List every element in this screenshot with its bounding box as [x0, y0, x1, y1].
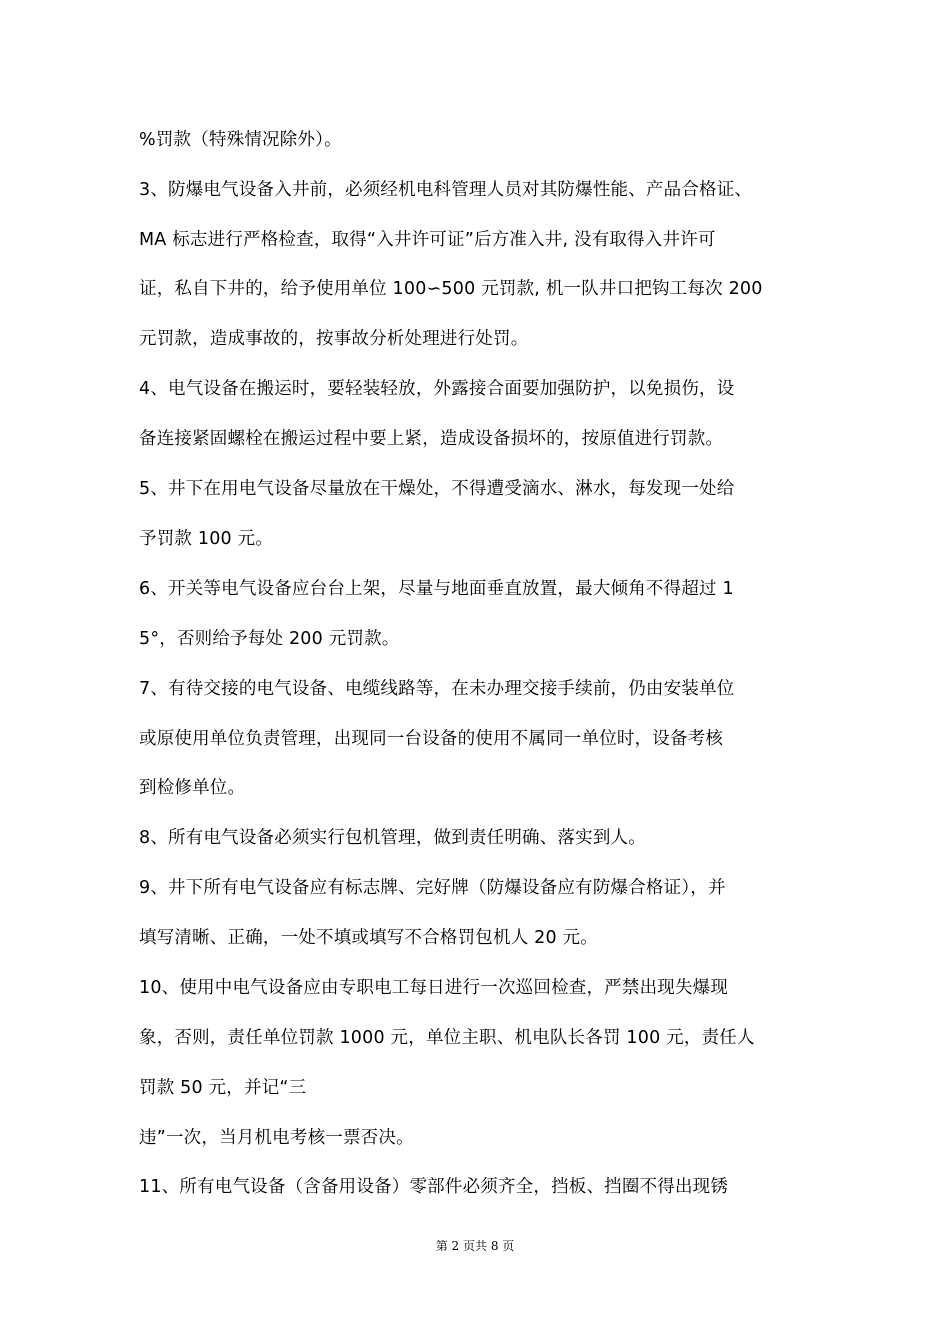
text-line: %罚款（特殊情况除外）。 [139, 130, 342, 150]
text-line: 到检修单位。 [139, 778, 246, 798]
text-line: 或原使用单位负责管理，出现同一台设备的使用不属同一单位时，设备考核 [139, 729, 724, 749]
text-line: 10、使用中电气设备应由专职电工每日进行一次巡回检查，严禁出现失爆现 [139, 978, 729, 998]
text-line: 罚款 50 元，并记“三 [139, 1078, 307, 1098]
text-line: MA 标志进行严格检查，取得“入井许可证”后方准入井, 没有取得入井许可 [139, 230, 716, 250]
text-line: 象，否则，责任单位罚款 1000 元，单位主职、机电队长各罚 100 元，责任人 [139, 1028, 755, 1048]
text-line: 4、电气设备在搬运时，要轻装轻放，外露接合面要加强防护，以免损伤，设 [139, 379, 735, 399]
text-line: 元罚款，造成事故的，按事故分析处理进行处罚。 [139, 329, 529, 349]
text-line: 7、有待交接的电气设备、电缆线路等，在未办理交接手续前，仍由安装单位 [139, 679, 735, 699]
text-line: 证，私自下井的，给予使用单位 100∽500 元罚款, 机一队井口把钩工每次 200 [139, 279, 763, 299]
text-line: 予罚款 100 元。 [139, 529, 274, 549]
text-line: 9、井下所有电气设备应有标志牌、完好牌（防爆设备应有防爆合格证），并 [139, 878, 726, 898]
text-line: 违”一次，当月机电考核一票否决。 [139, 1128, 414, 1148]
text-line: 11、所有电气设备（含备用设备）零部件必须齐全，挡板、挡圈不得出现锈 [139, 1177, 729, 1197]
page-number-footer: 第 2 页共 8 页 [435, 1239, 515, 1253]
text-line: 8、所有电气设备必须实行包机管理，做到责任明确、落实到人。 [139, 828, 646, 848]
text-line: 3、防爆电气设备入井前，必须经机电科管理人员对其防爆性能、产品合格证、 [139, 180, 753, 200]
text-line: 5、井下在用电气设备尽量放在干燥处，不得遭受滴水、淋水，每发现一处给 [139, 479, 735, 499]
text-line: 填写清晰、正确，一处不填或填写不合格罚包机人 20 元。 [139, 928, 598, 948]
text-line: 6、开关等电气设备应台台上架，尽量与地面垂直放置，最大倾角不得超过 1 [139, 579, 734, 599]
text-line: 5°，否则给予每处 200 元罚款。 [139, 629, 400, 649]
text-line: 备连接紧固螺栓在搬运过程中要上紧，造成设备损坏的，按原值进行罚款。 [139, 429, 724, 449]
